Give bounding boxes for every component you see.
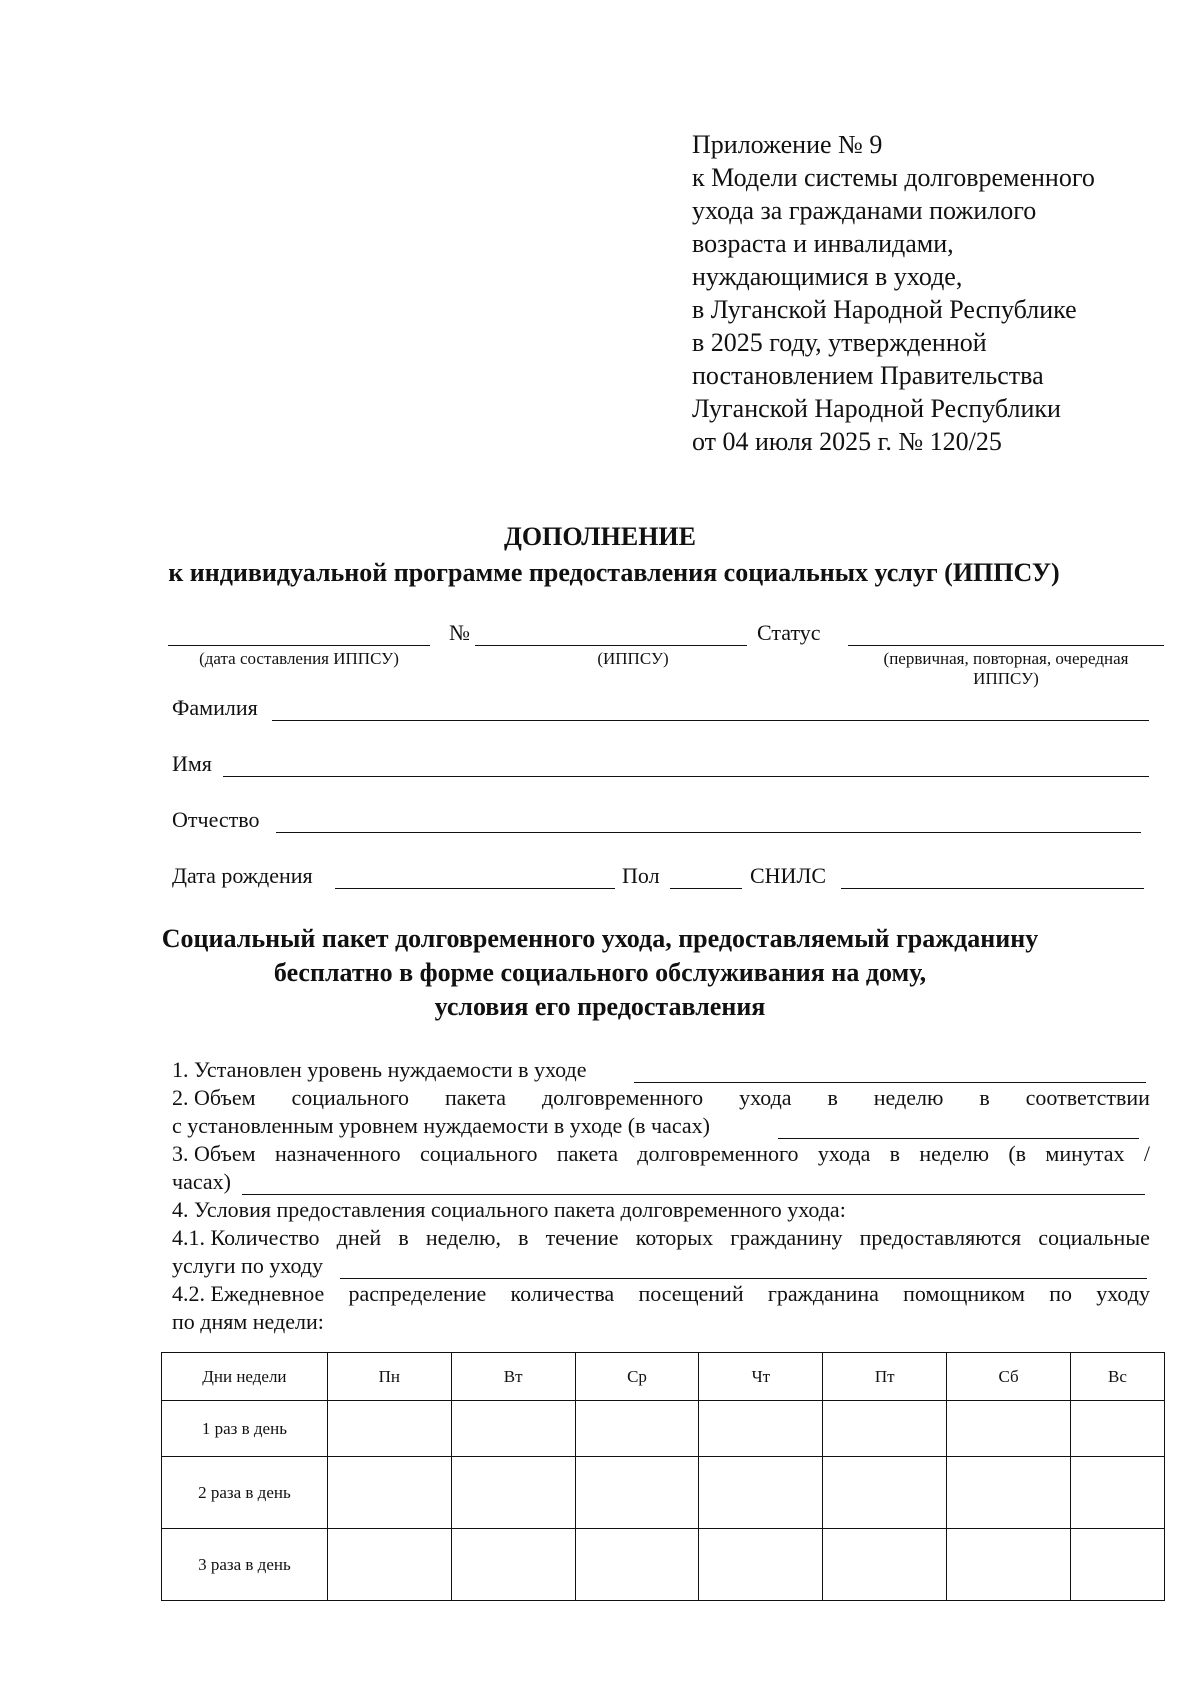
- word: распределение: [348, 1281, 487, 1306]
- word: назначенного: [274, 1141, 401, 1166]
- table-cell[interactable]: [451, 1529, 575, 1601]
- word: неделю: [873, 1085, 944, 1110]
- header-cell-tue: Вт: [451, 1353, 575, 1401]
- word: по: [1049, 1281, 1073, 1306]
- word: социальные: [1038, 1225, 1150, 1250]
- appendix-line: нуждающимися в уходе,: [692, 262, 963, 291]
- surname-label: Фамилия: [172, 695, 258, 720]
- appendix-line: Луганской Народной Республики: [692, 394, 1061, 423]
- word: в: [518, 1225, 529, 1250]
- document-title: ДОПОЛНЕНИЕ: [504, 522, 696, 551]
- word: предоставляются: [859, 1225, 1022, 1250]
- word: посещений: [638, 1281, 744, 1306]
- name-label: Имя: [172, 751, 212, 776]
- document-subtitle: к индивидуальной программе предоставления социальных услуг (ИППСУ): [168, 558, 1060, 587]
- word: течение: [545, 1225, 619, 1250]
- word: гражданину: [730, 1225, 843, 1250]
- header-cell-thu: Чт: [699, 1353, 823, 1401]
- word: соответствии: [1025, 1085, 1150, 1110]
- word: /: [1143, 1141, 1150, 1166]
- table-row: [162, 1457, 1165, 1529]
- word: в: [889, 1141, 901, 1166]
- patronymic-field-line[interactable]: [276, 832, 1141, 833]
- status-caption-line: (первичная, повторная, очередная: [883, 649, 1129, 668]
- appendix-line: от 04 июля 2025 г. № 120/25: [692, 427, 1002, 456]
- status-caption: [848, 649, 1164, 689]
- word: в: [827, 1085, 838, 1110]
- word: гражданина: [767, 1281, 879, 1306]
- name-field-line[interactable]: [223, 776, 1149, 777]
- appendix-block: [692, 128, 1172, 458]
- table-cell[interactable]: [699, 1401, 823, 1457]
- ippsu-caption: (ИППСУ): [597, 649, 669, 668]
- table-row: [162, 1401, 1165, 1457]
- date-field-line[interactable]: [168, 645, 430, 646]
- ippsu-number-field-line[interactable]: [475, 645, 747, 646]
- appendix-line: в 2025 году, утвержденной: [692, 328, 987, 357]
- appendix-line: в Луганской Народной Республике: [692, 295, 1077, 324]
- sex-label: Пол: [622, 863, 660, 888]
- table-cell[interactable]: [947, 1529, 1071, 1601]
- birth-date-field-line[interactable]: [335, 888, 615, 889]
- table-cell[interactable]: [327, 1529, 451, 1601]
- appendix-line: возраста и инвалидами,: [692, 229, 954, 258]
- word: неделю,: [425, 1225, 501, 1250]
- appendix-line: ухода за гражданами пожилого: [692, 196, 1037, 225]
- table-cell[interactable]: [947, 1457, 1071, 1529]
- item-daily-distribution: [172, 1281, 1150, 1307]
- table-cell[interactable]: [1071, 1529, 1165, 1601]
- table-cell[interactable]: [699, 1457, 823, 1529]
- table-cell[interactable]: [327, 1401, 451, 1457]
- table-cell[interactable]: [575, 1401, 699, 1457]
- appendix-line: к Модели системы долговременного: [692, 163, 1095, 192]
- word: которых: [635, 1225, 714, 1250]
- table-cell[interactable]: [699, 1529, 823, 1601]
- patronymic-label: Отчество: [172, 807, 260, 832]
- word: долговременного: [541, 1085, 704, 1110]
- item-daily-distribution-line2: по дням недели:: [172, 1309, 324, 1334]
- table-cell[interactable]: [327, 1457, 451, 1529]
- appendix-line: Приложение № 9: [692, 130, 883, 159]
- table-cell[interactable]: [823, 1401, 947, 1457]
- date-caption: (дата составления ИППСУ): [199, 649, 399, 668]
- table-cell[interactable]: [1071, 1457, 1165, 1529]
- snils-field-line[interactable]: [841, 888, 1144, 889]
- table-header-row: [162, 1353, 1165, 1401]
- surname-field-line[interactable]: [272, 720, 1149, 721]
- word: 3. Объем: [172, 1141, 256, 1166]
- word: уходу: [1096, 1281, 1150, 1306]
- word: 4.1. Количество: [172, 1225, 320, 1250]
- word: неделю: [919, 1141, 990, 1166]
- word: ухода: [739, 1085, 792, 1110]
- package-hours-field-line[interactable]: [778, 1138, 1139, 1139]
- row-label: 3 раза в день: [162, 1529, 328, 1601]
- word: 2. Объем: [172, 1085, 256, 1110]
- table-cell[interactable]: [451, 1401, 575, 1457]
- snils-label: СНИЛС: [750, 863, 827, 888]
- table-cell[interactable]: [575, 1529, 699, 1601]
- word: в: [979, 1085, 990, 1110]
- status-field-line[interactable]: [848, 645, 1164, 646]
- birth-date-label: Дата рождения: [172, 863, 313, 888]
- word: пакета: [444, 1085, 507, 1110]
- word: минутах: [1045, 1141, 1125, 1166]
- table-cell[interactable]: [947, 1401, 1071, 1457]
- item-days-per-week: [172, 1225, 1150, 1251]
- table-cell[interactable]: [1071, 1401, 1165, 1457]
- need-level-field-line[interactable]: [634, 1082, 1146, 1083]
- header-cell-sun: Вс: [1071, 1353, 1165, 1401]
- table-cell[interactable]: [823, 1457, 947, 1529]
- word: долговременного: [637, 1141, 799, 1166]
- row-label: 2 раза в день: [162, 1457, 328, 1529]
- days-per-week-field-line[interactable]: [340, 1278, 1147, 1279]
- item-conditions: 4. Условия предоставления социального пакета долговременного ухода:: [172, 1197, 846, 1222]
- sex-field-line[interactable]: [670, 888, 742, 889]
- item-need-level: 1. Установлен уровень нуждаемости в уходе: [172, 1057, 587, 1082]
- header-cell-mon: Пн: [327, 1353, 451, 1401]
- word: 4.2. Ежедневное: [172, 1281, 325, 1306]
- item-days-per-week-line2: услуги по уходу: [172, 1253, 324, 1278]
- word: пакета: [556, 1141, 618, 1166]
- item-package-volume: [172, 1085, 1150, 1111]
- word: количества: [510, 1281, 615, 1306]
- assigned-volume-field-line[interactable]: [242, 1194, 1145, 1195]
- item-assigned-volume: [172, 1141, 1150, 1167]
- word: дней: [336, 1225, 382, 1250]
- word: социального: [420, 1141, 538, 1166]
- item-assigned-volume-line2: часах): [172, 1169, 231, 1194]
- status-label: Статус: [757, 620, 821, 645]
- table-cell[interactable]: [575, 1457, 699, 1529]
- header-cell-wed: Ср: [575, 1353, 699, 1401]
- schedule-table: [161, 1352, 1165, 1601]
- table-cell[interactable]: [451, 1457, 575, 1529]
- status-caption-line: ИППСУ): [973, 669, 1039, 688]
- word: в: [398, 1225, 409, 1250]
- word: ухода: [817, 1141, 871, 1166]
- appendix-line: постановлением Правительства: [692, 361, 1044, 390]
- word: помощником: [903, 1281, 1025, 1306]
- section-title: бесплатно в форме социального обслуживания на дому,: [273, 958, 927, 987]
- section-title: Социальный пакет долговременного ухода, предоставляемый гражданину: [161, 924, 1039, 953]
- word: (в: [1008, 1141, 1027, 1166]
- number-label: №: [449, 620, 470, 645]
- header-cell-days: Дни недели: [162, 1353, 328, 1401]
- table-cell[interactable]: [823, 1529, 947, 1601]
- header-cell-sat: Сб: [947, 1353, 1071, 1401]
- section-title: условия его предоставления: [434, 992, 766, 1021]
- word: социального: [291, 1085, 410, 1110]
- header-cell-fri: Пт: [823, 1353, 947, 1401]
- item-package-volume-line2: с установленным уровнем нуждаемости в уходе (в часах): [172, 1113, 710, 1138]
- row-label: 1 раз в день: [162, 1401, 328, 1457]
- table-row: [162, 1529, 1165, 1601]
